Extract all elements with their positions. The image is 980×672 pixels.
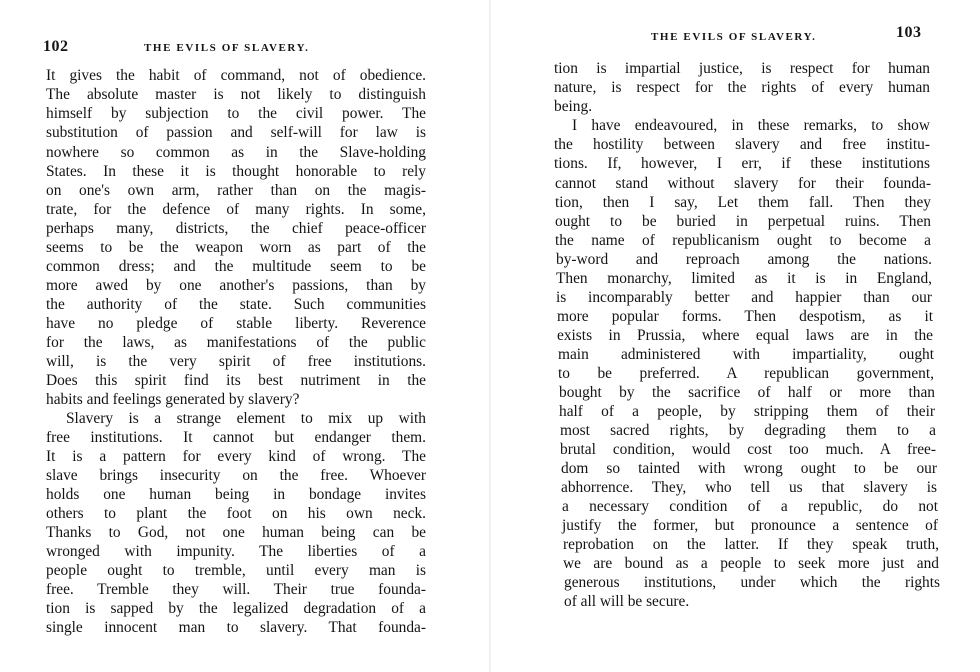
text-line: free institutions. It cannot but endanger them. — [46, 429, 426, 446]
text-line: the name of republicanism ought to become a — [555, 232, 931, 249]
text-line: a necessary condition of a republic, do not — [562, 498, 938, 515]
text-line: free. Tremble they will. Their true founda- — [46, 581, 426, 598]
text-line: is incomparably better and happier than our — [556, 289, 932, 306]
text-line: ought to be buried in perpetual ruins. Then — [555, 213, 931, 230]
text-line: brutal condition, would cost too much. A free- — [560, 441, 936, 458]
left-page-number: 102 — [43, 38, 69, 55]
text-line: of all will be secure. — [564, 593, 690, 610]
text-line: justify the former, but pronounce a sentence of — [562, 517, 938, 534]
text-line: common dress; and the multitude seem to be — [46, 258, 426, 275]
text-line: exists in Prussia, where equal laws are in the — [557, 327, 933, 344]
right-page — [491, 0, 980, 672]
text-line: main administered with impartiality, ought — [558, 346, 934, 363]
text-line: Then monarchy, limited as it is in England, — [556, 270, 932, 287]
text-line: himself by subjection to the civil power. The — [46, 105, 426, 122]
text-line: people ought to tremble, until every man is — [46, 562, 426, 579]
text-line: It gives the habit of command, not of obedience. — [46, 67, 426, 84]
text-line: habits and feelings generated by slavery? — [46, 391, 300, 408]
text-line: nature, is respect for the rights of every human — [554, 79, 930, 96]
text-line: bought by the sacrifice of half or more than — [559, 384, 935, 401]
text-line: substitution of passion and self-will for law is — [46, 124, 426, 141]
text-line: most sacred rights, by degrading them to a — [560, 422, 936, 439]
text-line: I have endeavoured, in these remarks, to show — [572, 117, 930, 134]
text-line: Does this spirit find its best nutriment in the — [46, 372, 426, 389]
text-line: It is a pattern for every kind of wrong. The — [46, 448, 426, 465]
text-line: cannot stand without slavery for their founda- — [555, 175, 931, 192]
left-page — [0, 0, 489, 672]
text-line: on one's own arm, rather than on the magis- — [46, 182, 426, 199]
right-running-head: THE EVILS OF SLAVERY. — [651, 31, 817, 43]
text-line: seems to be the weapon worn as part of the — [46, 239, 426, 256]
text-line: wronged with impunity. The liberties of a — [46, 543, 426, 560]
text-line: for the laws, as manifestations of the public — [46, 334, 426, 351]
text-line: perhaps many, districts, the chief peace-officer — [46, 220, 426, 237]
text-line: Slavery is a strange element to mix up with — [66, 410, 426, 427]
text-line: generous institutions, under which the rights — [564, 574, 940, 591]
text-line: reprobation on the latter. If they speak truth, — [563, 536, 939, 553]
text-line: The absolute master is not likely to distinguish — [46, 86, 426, 103]
text-line: half of a people, by stripping them of their — [559, 403, 935, 420]
text-line: dom so tainted with wrong ought to be our — [561, 460, 937, 477]
text-line: nowhere so common as in the Slave-holding — [46, 144, 426, 161]
text-line: tion is impartial justice, is respect for human — [554, 60, 930, 77]
text-line: abhorrence. They, who tell us that slavery is — [561, 479, 937, 496]
text-line: trate, for the defence of many rights. In some, — [46, 201, 426, 218]
text-line: we are bound as a people to seek more just and — [563, 555, 939, 572]
text-line: tion is sapped by the legalized degradation of a — [46, 600, 426, 617]
left-running-head: THE EVILS OF SLAVERY. — [144, 42, 310, 54]
text-line: tions. If, however, I err, if these institutions — [554, 155, 930, 172]
text-line: being. — [554, 98, 593, 115]
text-line: others to plant the foot on his own neck. — [46, 505, 426, 522]
text-line: more popular forms. Then despotism, as it — [557, 308, 933, 325]
text-line: the hostility between slavery and free institu- — [554, 136, 930, 153]
text-line: to be preferred. A republican government, — [558, 365, 934, 382]
text-line: single innocent man to slavery. That founda- — [46, 619, 426, 636]
text-line: by-word and reproach among the nations. — [556, 251, 932, 268]
right-page-number: 103 — [896, 24, 922, 41]
text-line: will, is the very spirit of free institutions. — [46, 353, 426, 370]
text-line: slave brings insecurity on the free. Whoever — [46, 467, 426, 484]
text-line: the authority of the state. Such communities — [46, 296, 426, 313]
text-line: have no pledge of stable liberty. Reverence — [46, 315, 426, 332]
text-line: holds one human being in bondage invites — [46, 486, 426, 503]
text-line: States. In these it is thought honorable to rely — [46, 163, 426, 180]
text-line: more awed by one another's passions, than by — [46, 277, 426, 294]
text-line: tion, then I say, Let them fall. Then they — [555, 194, 931, 211]
text-line: Thanks to God, not one human being can be — [46, 524, 426, 541]
